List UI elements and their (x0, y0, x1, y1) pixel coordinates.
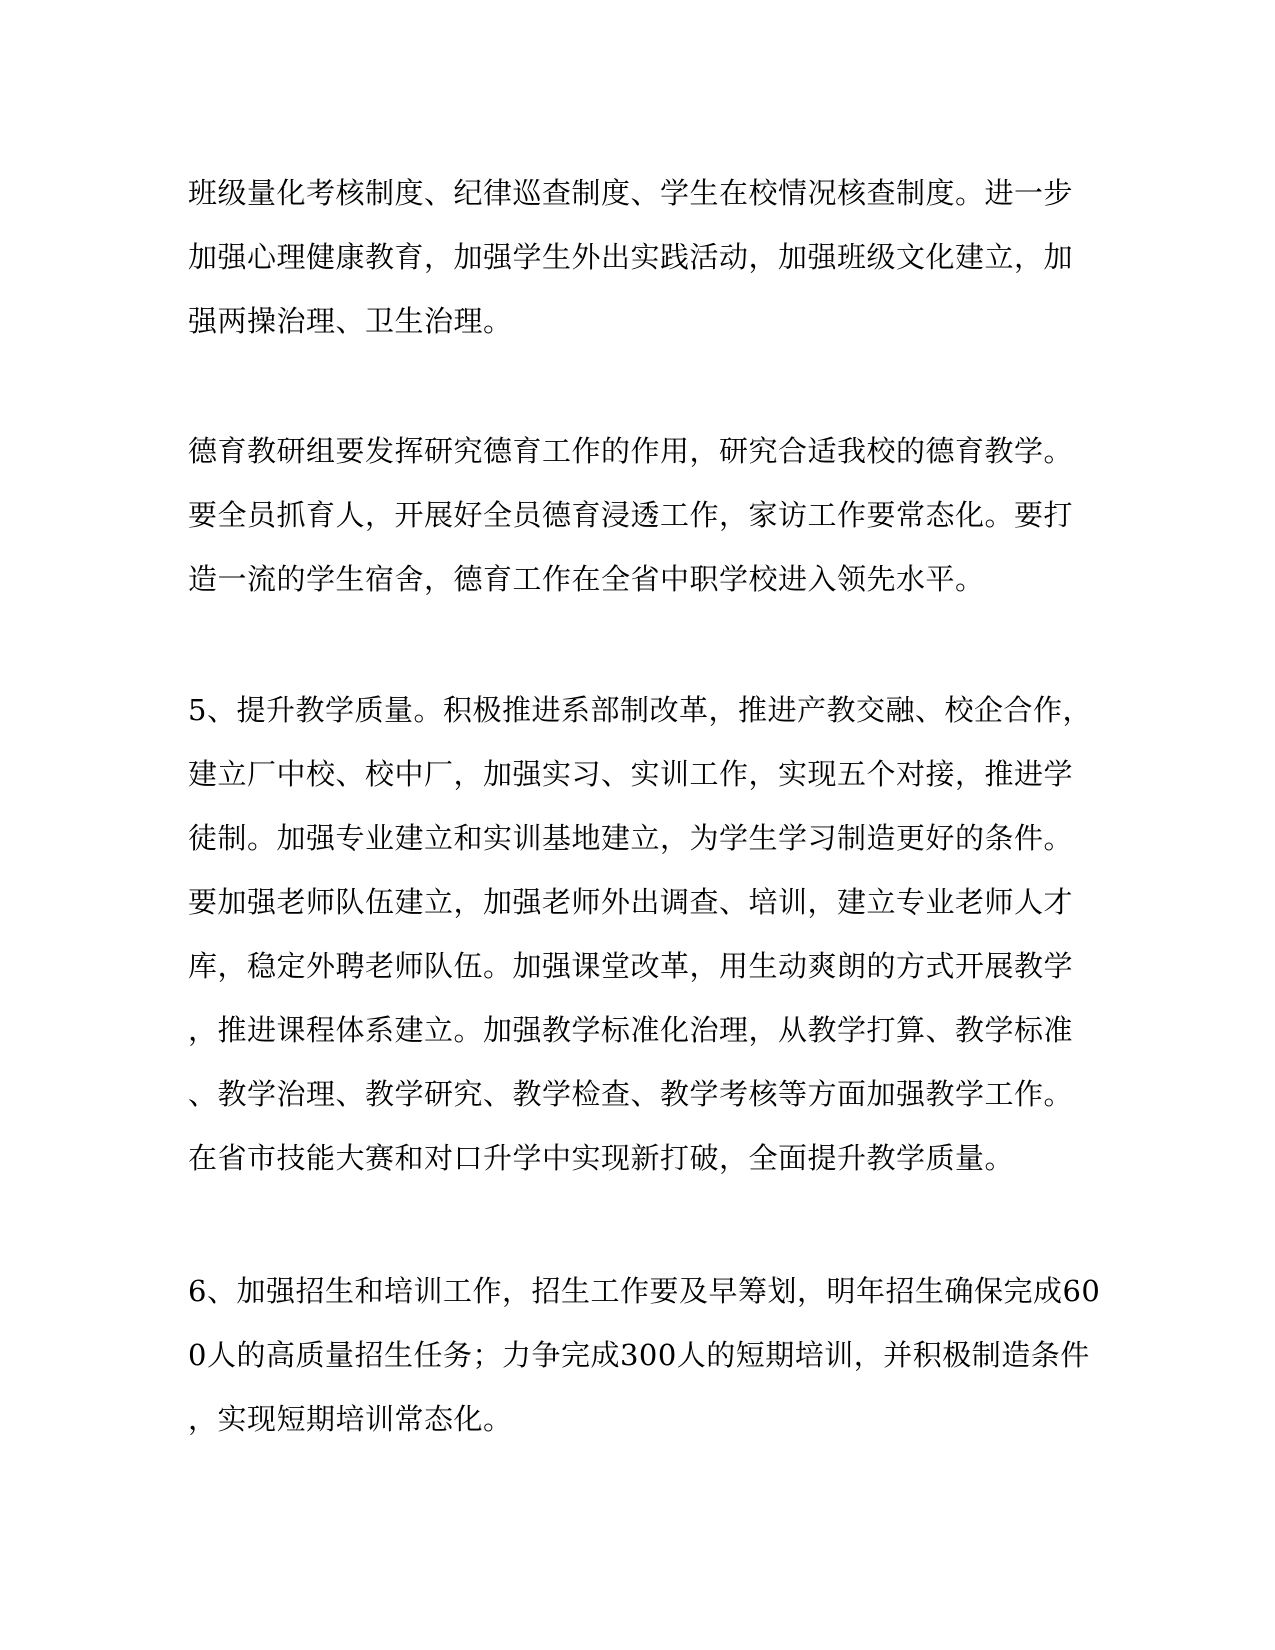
text-line: 班级量化考核制度、纪律巡查制度、学生在校情况核查制度。进一步 (188, 176, 1074, 210)
text-line: 强两操治理、卫生治理。 (188, 304, 513, 338)
paragraph-moral-education (188, 419, 1088, 611)
text-line: 加强心理健康教育，加强学生外出实践活动，加强班级文化建立，加 (188, 240, 1074, 274)
text-line: 5、提升教学质量。积极推进系部制改革，推进产教交融、校企合作， (188, 693, 1092, 727)
text-line: 库，稳定外聘老师队伍。加强课堂改革，用生动爽朗的方式开展教学 (188, 949, 1074, 983)
text-line: 建立厂中校、校中厂，加强实习、实训工作，实现五个对接，推进学 (188, 757, 1074, 791)
text-line: 要全员抓育人，开展好全员德育浸透工作，家访工作要常态化。要打 (188, 498, 1074, 532)
paragraph-teaching-quality (188, 678, 1092, 1190)
text-line: 0人的高质量招生任务；力争完成300人的短期培训，并积极制造条件 (188, 1338, 1090, 1372)
text-line: 德育教研组要发挥研究德育工作的作用，研究合适我校的德育教学。 (188, 434, 1074, 468)
text-line: ，实现短期培训常态化。 (188, 1402, 513, 1436)
text-line: 造一流的学生宿舍，德育工作在全省中职学校进入领先水平。 (188, 562, 985, 596)
text-line: 徒制。加强专业建立和实训基地建立，为学生学习制造更好的条件。 (188, 821, 1074, 855)
paragraph-enrollment-training (188, 1259, 1101, 1451)
text-line: 要加强老师队伍建立，加强老师外出调查、培训，建立专业老师人才 (188, 885, 1074, 919)
text-line: 、教学治理、教学研究、教学检查、教学考核等方面加强教学工作。 (188, 1077, 1074, 1111)
text-line: 6、加强招生和培训工作，招生工作要及早筹划，明年招生确保完成60 (188, 1274, 1101, 1308)
text-line: 在省市技能大赛和对口升学中实现新打破，全面提升教学质量。 (188, 1141, 1015, 1175)
text-line: ，推进课程体系建立。加强教学标准化治理，从教学打算、教学标准 (188, 1013, 1074, 1047)
paragraph-class-management (188, 161, 1088, 353)
